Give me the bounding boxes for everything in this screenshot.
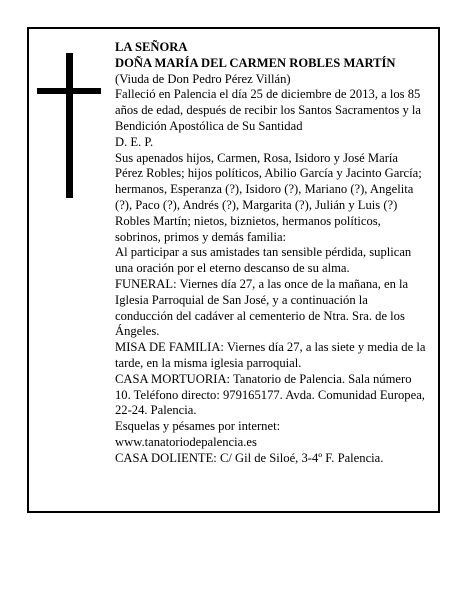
death-paragraph: Falleció en Palencia el día 25 de diciembre de 2013, a los 85 años de edad, después de recibir los Santos Sacramentos y la Bendición Apostólica de Su Santidad [115,87,422,133]
website-line: www.tanatoriodepalencia.es [115,434,257,449]
title-line: LA SEÑORA [115,40,188,54]
cross-vertical-bar [66,53,73,198]
request-paragraph: Al participar a sus amistades tan sensible pérdida, suplican una oración por el eterno descanso de su alma. [115,245,412,276]
cross-horizontal-bar [37,88,101,94]
widow-line: (Viuda de Don Pedro Pérez Villán) [115,71,291,86]
funeral-paragraph: FUNERAL: Viernes día 27, a las once de la mañana, en la Iglesia Parroquial de San José, y a continuación la conducción del cadáver al cementerio de Ntra. Sra. de los Ángeles. [115,276,409,339]
condolences-line: Esquelas y pésames por internet: [115,419,281,434]
mortuary-paragraph: CASA MORTUORIA: Tanatorio de Palencia. Sala número 10. Teléfono directo: 979165177. Avda. Comunidad Europea, 22-24. Palencia. [115,371,425,418]
deceased-name: DOÑA MARÍA DEL CARMEN ROBLES MARTÍN [115,55,396,70]
family-paragraph: Sus apenados hijos, Carmen, Rosa, Isidoro y José María Pérez Robles; hijos políticos, Abilio García y Jacinto García; hermanos, Esperanza (?), Isidoro (?), Mariano (?), Angelita (?), Paco (?), Andrés (?), Margarita (?), Julián y Luis (?) Robles Martín; nietos, biznietos, hermanos políticos, sobrinos, primos y demás familia: [115,150,422,244]
mass-paragraph: MISA DE FAMILIA: Viernes día 27, a las siete y media de la tarde, en la misma iglesia parroquial. [115,340,426,370]
obituary-text [115,40,429,467]
house-line: CASA DOLIENTE: C/ Gil de Siloé, 3-4º F. Palencia. [115,450,384,465]
dep-line: D. E. P. [115,134,154,149]
